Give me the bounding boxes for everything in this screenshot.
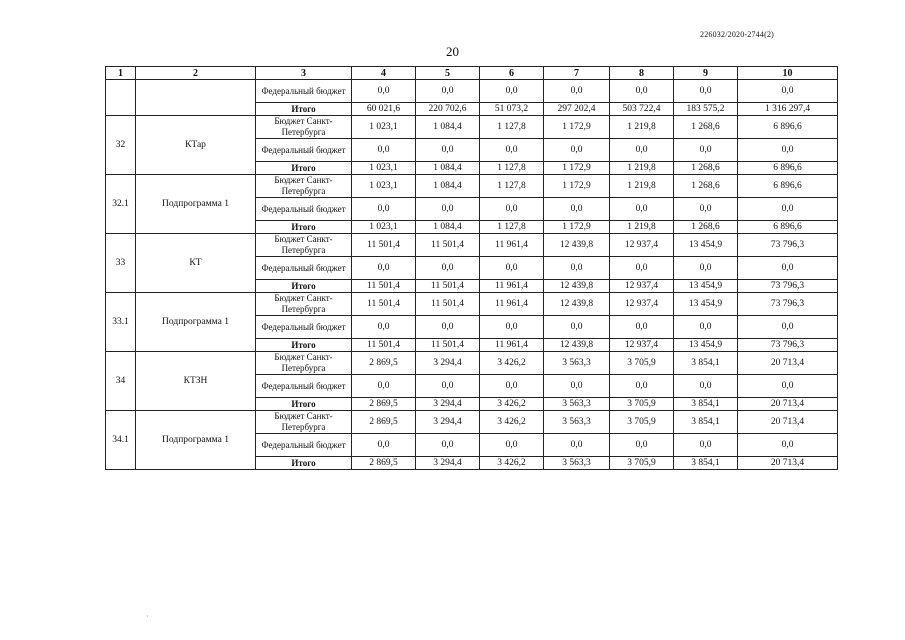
funding-source: Федеральный бюджет	[256, 375, 352, 398]
funding-source: Итого	[256, 339, 352, 352]
value-cell: 0,0	[544, 257, 610, 280]
funding-source: Бюджет Санкт-Петербурга	[256, 234, 352, 257]
funding-source: Бюджет Санкт-Петербурга	[256, 352, 352, 375]
value-cell: 0,0	[352, 257, 416, 280]
row-name: КТар	[136, 116, 256, 175]
value-cell: 3 854,1	[674, 352, 738, 375]
funding-source: Федеральный бюджет	[256, 316, 352, 339]
value-cell: 1 127,8	[480, 175, 544, 198]
funding-source: Итого	[256, 221, 352, 234]
row-number: 32	[106, 116, 136, 175]
value-cell: 0,0	[738, 139, 838, 162]
value-cell: 3 426,2	[480, 352, 544, 375]
value-cell: 1 084,4	[416, 175, 480, 198]
value-cell: 3 294,4	[416, 457, 480, 470]
value-cell: 3 294,4	[416, 352, 480, 375]
value-cell: 3 705,9	[610, 457, 674, 470]
value-cell: 0,0	[480, 316, 544, 339]
value-cell: 11 501,4	[416, 280, 480, 293]
value-cell: 220 702,6	[416, 103, 480, 116]
funding-source: Бюджет Санкт-Петербурга	[256, 116, 352, 139]
value-cell: 1 023,1	[352, 221, 416, 234]
value-cell: 0,0	[352, 375, 416, 398]
value-cell: 51 073,2	[480, 103, 544, 116]
table-row	[106, 116, 838, 139]
value-cell: 0,0	[480, 434, 544, 457]
value-cell: 0,0	[738, 375, 838, 398]
funding-source: Федеральный бюджет	[256, 257, 352, 280]
value-cell: 0,0	[480, 198, 544, 221]
row-number: 33.1	[106, 293, 136, 352]
value-cell: 0,0	[416, 80, 480, 103]
column-header: 10	[738, 67, 838, 80]
value-cell: 11 501,4	[416, 293, 480, 316]
value-cell: 0,0	[416, 316, 480, 339]
value-cell: 12 439,8	[544, 339, 610, 352]
table-row	[106, 411, 838, 434]
row-number	[106, 80, 136, 116]
value-cell: 12 937,4	[610, 293, 674, 316]
value-cell: 0,0	[674, 257, 738, 280]
value-cell: 6 896,6	[738, 162, 838, 175]
value-cell: 0,0	[610, 139, 674, 162]
value-cell: 0,0	[610, 80, 674, 103]
column-header: 8	[610, 67, 674, 80]
budget-table	[105, 66, 838, 470]
value-cell: 1 127,8	[480, 116, 544, 139]
value-cell: 0,0	[738, 434, 838, 457]
document-code: 226032/2020-2744(2)	[700, 30, 775, 39]
row-number: 34.1	[106, 411, 136, 470]
row-number: 33	[106, 234, 136, 293]
value-cell: 1 268,6	[674, 162, 738, 175]
row-name: Подпрограмма 1	[136, 293, 256, 352]
table-row	[106, 352, 838, 375]
value-cell: 6 896,6	[738, 175, 838, 198]
funding-source: Федеральный бюджет	[256, 139, 352, 162]
column-header: 6	[480, 67, 544, 80]
value-cell: 0,0	[738, 257, 838, 280]
value-cell: 12 937,4	[610, 339, 674, 352]
value-cell: 1 023,1	[352, 162, 416, 175]
value-cell: 12 439,8	[544, 293, 610, 316]
value-cell: 11 501,4	[352, 293, 416, 316]
row-number: 32.1	[106, 175, 136, 234]
value-cell: 2 869,5	[352, 352, 416, 375]
funding-source: Итого	[256, 457, 352, 470]
value-cell: 0,0	[480, 80, 544, 103]
value-cell: 11 961,4	[480, 339, 544, 352]
value-cell: 0,0	[352, 434, 416, 457]
value-cell: 0,0	[674, 139, 738, 162]
value-cell: 0,0	[544, 139, 610, 162]
value-cell: 3 294,4	[416, 398, 480, 411]
value-cell: 2 869,5	[352, 411, 416, 434]
row-name: КТЗН	[136, 352, 256, 411]
value-cell: 3 563,3	[544, 398, 610, 411]
value-cell: 3 426,2	[480, 457, 544, 470]
column-header: 7	[544, 67, 610, 80]
funding-source: Итого	[256, 398, 352, 411]
row-name: КТ	[136, 234, 256, 293]
value-cell: 11 501,4	[416, 339, 480, 352]
table-row	[106, 80, 838, 103]
value-cell: 1 172,9	[544, 162, 610, 175]
value-cell: 0,0	[610, 375, 674, 398]
value-cell: 3 426,2	[480, 398, 544, 411]
value-cell: 0,0	[352, 316, 416, 339]
column-header: 3	[256, 67, 352, 80]
column-header: 4	[352, 67, 416, 80]
value-cell: 3 563,3	[544, 457, 610, 470]
value-cell: 0,0	[610, 316, 674, 339]
value-cell: 13 454,9	[674, 339, 738, 352]
value-cell: 0,0	[352, 139, 416, 162]
value-cell: 1 084,4	[416, 162, 480, 175]
value-cell: 1 127,8	[480, 162, 544, 175]
column-header: 9	[674, 67, 738, 80]
column-header: 5	[416, 67, 480, 80]
value-cell: 13 454,9	[674, 234, 738, 257]
scan-mark: ·	[146, 612, 149, 621]
table-body	[106, 80, 838, 470]
value-cell: 0,0	[416, 198, 480, 221]
value-cell: 0,0	[416, 434, 480, 457]
value-cell: 0,0	[544, 375, 610, 398]
value-cell: 0,0	[416, 139, 480, 162]
value-cell: 13 454,9	[674, 280, 738, 293]
value-cell: 1 172,9	[544, 221, 610, 234]
row-name	[136, 80, 256, 116]
value-cell: 12 439,8	[544, 234, 610, 257]
value-cell: 73 796,3	[738, 339, 838, 352]
value-cell: 0,0	[610, 257, 674, 280]
value-cell: 1 084,4	[416, 221, 480, 234]
value-cell: 6 896,6	[738, 221, 838, 234]
value-cell: 0,0	[674, 375, 738, 398]
value-cell: 2 869,5	[352, 457, 416, 470]
value-cell: 1 268,6	[674, 116, 738, 139]
value-cell: 0,0	[674, 316, 738, 339]
header-row	[106, 67, 838, 80]
value-cell: 20 713,4	[738, 352, 838, 375]
value-cell: 3 563,3	[544, 411, 610, 434]
value-cell: 11 501,4	[352, 339, 416, 352]
value-cell: 11 961,4	[480, 293, 544, 316]
value-cell: 11 501,4	[352, 234, 416, 257]
value-cell: 1 172,9	[544, 175, 610, 198]
value-cell: 0,0	[352, 198, 416, 221]
funding-source: Бюджет Санкт-Петербурга	[256, 175, 352, 198]
value-cell: 1 084,4	[416, 116, 480, 139]
value-cell: 0,0	[352, 80, 416, 103]
value-cell: 1 316 297,4	[738, 103, 838, 116]
value-cell: 0,0	[544, 316, 610, 339]
page-number: 20	[446, 44, 459, 59]
value-cell: 0,0	[544, 434, 610, 457]
value-cell: 183 575,2	[674, 103, 738, 116]
value-cell: 1 219,8	[610, 221, 674, 234]
value-cell: 73 796,3	[738, 293, 838, 316]
value-cell: 0,0	[480, 375, 544, 398]
value-cell: 0,0	[480, 257, 544, 280]
funding-source: Федеральный бюджет	[256, 198, 352, 221]
value-cell: 60 021,6	[352, 103, 416, 116]
value-cell: 0,0	[416, 375, 480, 398]
table-row	[106, 175, 838, 198]
table-row	[106, 293, 838, 316]
value-cell: 6 896,6	[738, 116, 838, 139]
value-cell: 11 961,4	[480, 234, 544, 257]
value-cell: 3 854,1	[674, 457, 738, 470]
value-cell: 1 023,1	[352, 116, 416, 139]
value-cell: 12 439,8	[544, 280, 610, 293]
funding-source: Итого	[256, 162, 352, 175]
value-cell: 12 937,4	[610, 280, 674, 293]
value-cell: 3 563,3	[544, 352, 610, 375]
value-cell: 11 501,4	[352, 280, 416, 293]
value-cell: 12 937,4	[610, 234, 674, 257]
value-cell: 503 722,4	[610, 103, 674, 116]
value-cell: 2 869,5	[352, 398, 416, 411]
row-name: Подпрограмма 1	[136, 175, 256, 234]
value-cell: 73 796,3	[738, 280, 838, 293]
value-cell: 73 796,3	[738, 234, 838, 257]
value-cell: 0,0	[416, 257, 480, 280]
value-cell: 0,0	[544, 198, 610, 221]
funding-source: Федеральный бюджет	[256, 80, 352, 103]
funding-source: Бюджет Санкт-Петербурга	[256, 411, 352, 434]
value-cell: 0,0	[738, 80, 838, 103]
value-cell: 1 127,8	[480, 221, 544, 234]
value-cell: 3 294,4	[416, 411, 480, 434]
value-cell: 1 172,9	[544, 116, 610, 139]
value-cell: 3 705,9	[610, 411, 674, 434]
funding-source: Итого	[256, 280, 352, 293]
value-cell: 20 713,4	[738, 457, 838, 470]
value-cell: 1 219,8	[610, 175, 674, 198]
value-cell: 0,0	[610, 198, 674, 221]
value-cell: 11 501,4	[416, 234, 480, 257]
value-cell: 3 705,9	[610, 352, 674, 375]
value-cell: 1 023,1	[352, 175, 416, 198]
value-cell: 0,0	[738, 316, 838, 339]
value-cell: 0,0	[738, 198, 838, 221]
funding-source: Бюджет Санкт-Петербурга	[256, 293, 352, 316]
value-cell: 0,0	[480, 139, 544, 162]
value-cell: 11 961,4	[480, 280, 544, 293]
value-cell: 0,0	[674, 80, 738, 103]
value-cell: 1 219,8	[610, 116, 674, 139]
row-number: 34	[106, 352, 136, 411]
value-cell: 3 854,1	[674, 398, 738, 411]
column-header: 1	[106, 67, 136, 80]
value-cell: 13 454,9	[674, 293, 738, 316]
value-cell: 20 713,4	[738, 398, 838, 411]
value-cell: 0,0	[544, 80, 610, 103]
value-cell: 3 854,1	[674, 411, 738, 434]
value-cell: 0,0	[610, 434, 674, 457]
value-cell: 1 268,6	[674, 221, 738, 234]
table-row	[106, 234, 838, 257]
funding-source: Итого	[256, 103, 352, 116]
value-cell: 0,0	[674, 198, 738, 221]
value-cell: 3 426,2	[480, 411, 544, 434]
value-cell: 1 268,6	[674, 175, 738, 198]
value-cell: 20 713,4	[738, 411, 838, 434]
value-cell: 1 219,8	[610, 162, 674, 175]
column-header: 2	[136, 67, 256, 80]
row-name: Подпрограмма 1	[136, 411, 256, 470]
value-cell: 3 705,9	[610, 398, 674, 411]
value-cell: 0,0	[674, 434, 738, 457]
value-cell: 297 202,4	[544, 103, 610, 116]
funding-source: Федеральный бюджет	[256, 434, 352, 457]
